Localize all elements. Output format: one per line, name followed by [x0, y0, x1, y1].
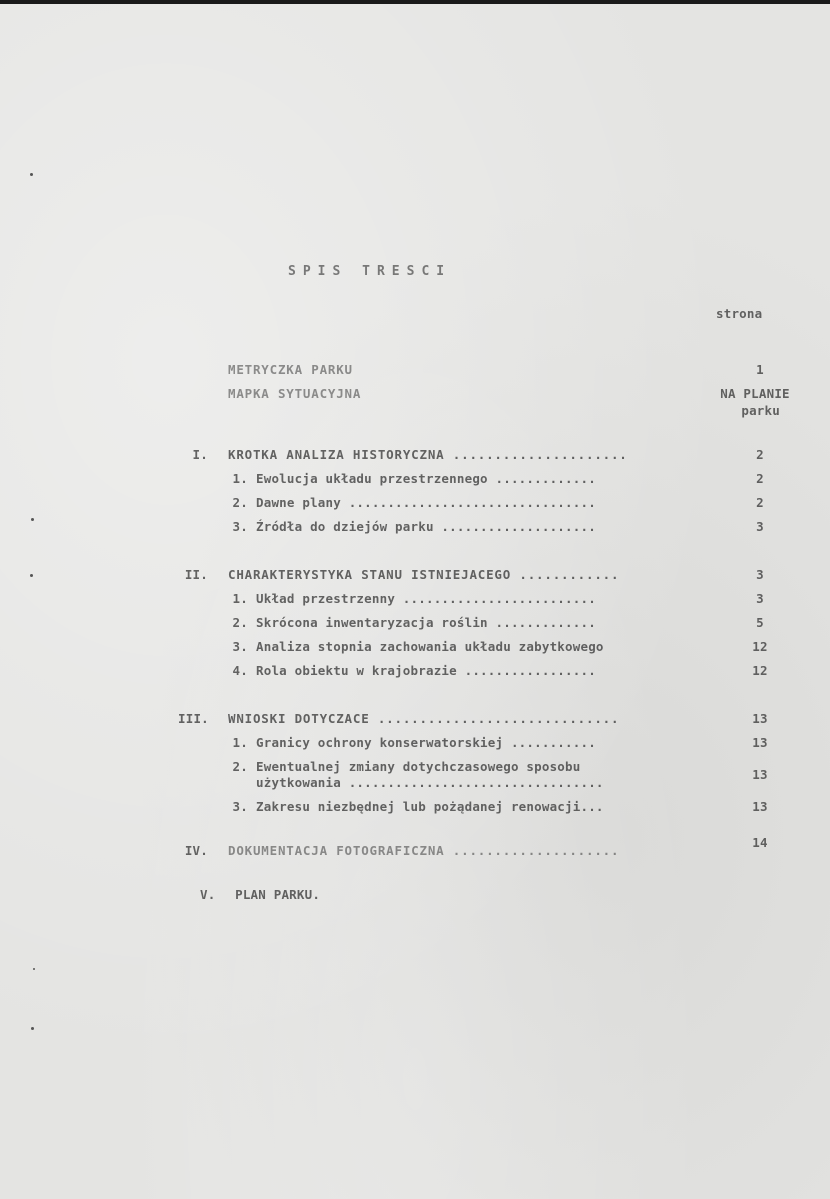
- toc-section-page: 3: [756, 567, 764, 582]
- toc-item: [0, 663, 830, 685]
- toc-section-numeral: I.: [192, 447, 208, 462]
- toc-item-page: 3: [756, 591, 764, 606]
- toc-section-label: PLAN PARKU.: [235, 887, 321, 902]
- toc-section: [0, 567, 830, 589]
- toc-item-label: Rola obiektu w krajobrazie .................: [256, 663, 596, 678]
- scan-speck: [30, 173, 33, 176]
- toc-item-page: 2: [756, 495, 764, 510]
- toc-section-page: 2: [756, 447, 764, 462]
- toc-item-number: 2.: [232, 759, 248, 774]
- toc-item-number: 3.: [232, 519, 248, 534]
- toc-entry-label: METRYCZKA PARKU: [228, 362, 353, 377]
- toc-entry-page-extra: parku: [741, 403, 780, 418]
- toc-item-label: Źródła do dziejów parku ....................: [256, 519, 596, 534]
- toc-entry-page: NA PLANIE: [720, 386, 790, 401]
- page-title: SPIS TRESCI: [288, 264, 452, 279]
- toc-section-page: 14: [752, 835, 768, 850]
- toc-item: [0, 471, 830, 493]
- toc-section: [0, 447, 830, 469]
- toc-item-label: Skrócona inwentaryzacja roślin .............: [256, 615, 596, 630]
- toc-item-number: 2.: [232, 615, 248, 630]
- toc-item-page: 5: [756, 615, 764, 630]
- toc-item-number: 1.: [232, 471, 248, 486]
- toc-item-label-line2: użytkowania .................................: [256, 775, 604, 790]
- toc-item-number: 4.: [232, 663, 248, 678]
- toc-item: [0, 799, 830, 821]
- toc-entry-page: 1: [756, 362, 764, 377]
- toc-item-page: 13: [752, 735, 768, 750]
- toc-item-number: 1.: [232, 591, 248, 606]
- scan-speck: [31, 1027, 34, 1030]
- scan-top-edge: [0, 0, 830, 4]
- toc-item: [0, 519, 830, 541]
- toc-item: [0, 639, 830, 661]
- toc-item-number: 3.: [232, 639, 248, 654]
- toc-section-numeral: V.: [200, 887, 216, 902]
- toc-section-numeral: II.: [184, 567, 208, 582]
- toc-item: [0, 735, 830, 757]
- toc-section-label: KROTKA ANALIZA HISTORYCZNA .....................: [228, 447, 628, 462]
- toc-section-numeral: III.: [178, 711, 209, 726]
- toc-item-page: 12: [752, 639, 768, 654]
- toc-item-page: 12: [752, 663, 768, 678]
- toc-item-label: Dawne plany ................................: [256, 495, 596, 510]
- toc-item: [0, 591, 830, 613]
- page-column-header: strona: [716, 306, 763, 321]
- toc-item-label: Ewolucja układu przestrzennego .............: [256, 471, 596, 486]
- toc-item-page: 13: [752, 799, 768, 814]
- toc-item-label: Ewentualnej zmiany dotychczasowego sposobu: [256, 759, 581, 774]
- toc-section: [0, 711, 830, 733]
- toc-entry-label: MAPKA SYTUACYJNA: [228, 386, 362, 401]
- toc-entry: [0, 362, 830, 384]
- toc-item-label: Analiza stopnia zachowania układu zabytkowego: [256, 639, 604, 654]
- toc-section-numeral: IV.: [184, 843, 208, 858]
- toc-item-label: Granicy ochrony konserwatorskiej ...........: [256, 735, 596, 750]
- toc-item-number: 1.: [232, 735, 248, 750]
- toc-item-page: 13: [752, 767, 768, 782]
- toc-section-label: WNIOSKI DOTYCZACE .............................: [228, 711, 620, 726]
- toc-item-page: 2: [756, 471, 764, 486]
- toc-final-section: [200, 884, 320, 903]
- toc-item-label: Układ przestrzenny .........................: [256, 591, 596, 606]
- toc-section: [0, 835, 830, 865]
- toc-section-page: 13: [752, 711, 768, 726]
- toc-item-continuation: [0, 767, 830, 797]
- toc-entry-continuation: [0, 403, 830, 425]
- toc-item-label: Zakresu niezbędnej lub pożądanej renowacji...: [256, 799, 604, 814]
- toc-section-label: DOKUMENTACJA FOTOGRAFICZNA ....................: [228, 843, 620, 858]
- toc-item-number: 3.: [232, 799, 248, 814]
- toc-item-number: 2.: [232, 495, 248, 510]
- toc-item-page: 3: [756, 519, 764, 534]
- scan-speck: [33, 968, 35, 970]
- toc-item: [0, 495, 830, 517]
- toc-item: [0, 615, 830, 637]
- toc-section-label: CHARAKTERYSTYKA STANU ISTNIEJACEGO ............: [228, 567, 620, 582]
